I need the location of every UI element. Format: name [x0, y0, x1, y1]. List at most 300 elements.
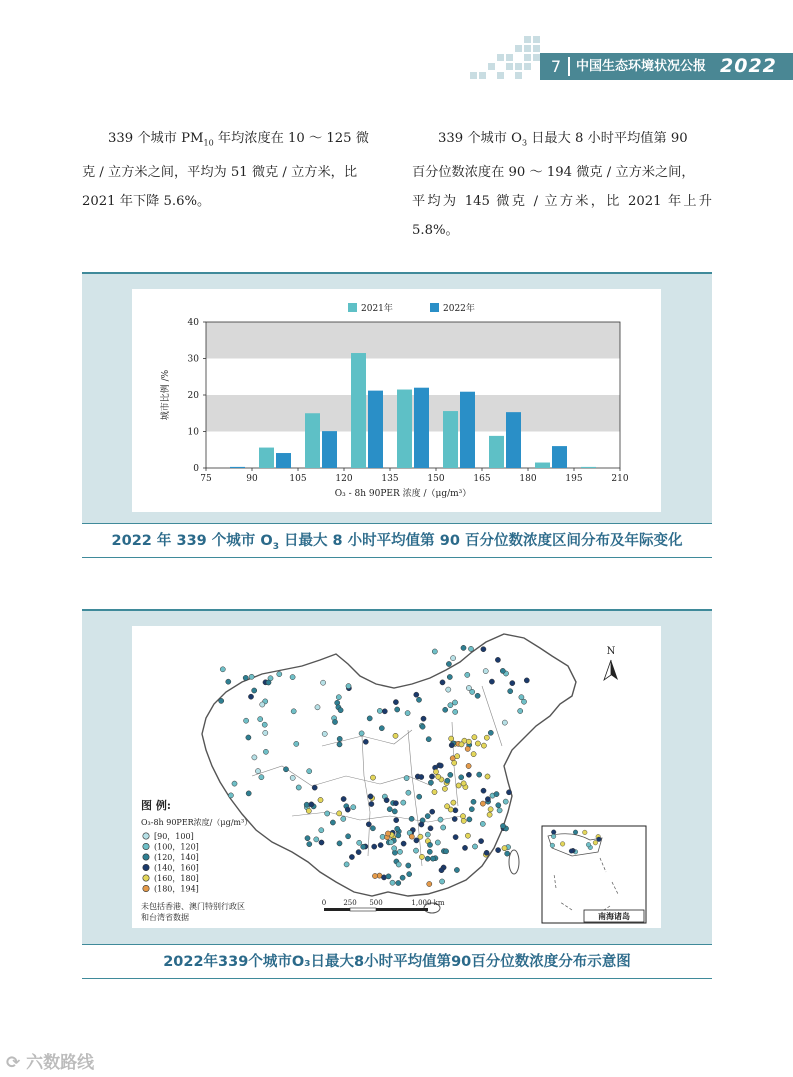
city-dot	[451, 800, 456, 805]
north-arrow-icon	[604, 660, 618, 680]
city-dot	[367, 716, 372, 721]
city-dot	[395, 826, 400, 831]
map-legend-swatch	[143, 854, 149, 860]
bar-2022-135-150	[414, 388, 429, 468]
city-dot	[470, 689, 475, 694]
city-dot	[417, 794, 422, 799]
city-dot	[321, 680, 326, 685]
watermark: ⟳ 六数路线	[6, 1053, 95, 1073]
city-dot	[440, 680, 445, 685]
city-dot	[432, 649, 437, 654]
city-dot	[521, 699, 526, 704]
city-dot	[405, 711, 410, 716]
city-dot	[439, 868, 444, 873]
city-dot	[395, 707, 400, 712]
city-dot	[524, 678, 529, 683]
city-dot	[427, 842, 432, 847]
bar-2021-165-180	[489, 436, 504, 468]
map-legend-label: [90，100]	[154, 832, 194, 841]
legend-swatch-2021年	[348, 303, 357, 312]
city-dot	[452, 700, 457, 705]
city-dot	[429, 774, 434, 779]
publication-title: 中国生态环境状况公报	[576, 59, 707, 74]
map-legend-label: (120，140]	[154, 853, 199, 862]
city-dot	[494, 792, 499, 797]
city-dot	[396, 833, 401, 838]
city-dot	[330, 820, 335, 825]
city-dot	[446, 661, 451, 666]
paragraph-o3-line2: 百分位数浓度在 90 ～ 194 微克 / 立方米之间，	[412, 164, 695, 180]
city-dot	[393, 801, 398, 806]
city-dot	[438, 817, 443, 822]
scale-label-500: 500	[369, 899, 383, 907]
city-dot	[258, 717, 263, 722]
china-o3-map	[132, 626, 661, 928]
grid-band	[206, 322, 620, 359]
city-dot	[480, 821, 485, 826]
city-dot	[406, 863, 411, 868]
city-dot	[407, 872, 412, 877]
bar-2021-105-120	[305, 413, 320, 468]
city-dot	[307, 769, 312, 774]
city-dot	[392, 809, 397, 814]
city-dot	[346, 834, 351, 839]
city-dot	[448, 703, 453, 708]
inset-city-dot	[560, 842, 565, 847]
city-dot	[219, 698, 224, 703]
city-dot	[475, 693, 480, 698]
city-dot	[409, 834, 414, 839]
city-dot	[394, 818, 399, 823]
city-dot	[416, 697, 421, 702]
city-dot	[500, 668, 505, 673]
city-dot	[419, 822, 424, 827]
map-legend-label: (140，160]	[154, 863, 199, 873]
city-dot	[244, 718, 249, 723]
city-dot	[337, 742, 342, 747]
city-dot	[220, 667, 225, 672]
city-dot	[370, 775, 375, 780]
city-dot	[428, 826, 433, 831]
city-dot	[277, 672, 282, 677]
city-dot	[445, 778, 450, 783]
city-dot	[296, 785, 301, 790]
city-dot	[414, 838, 419, 843]
x-tick-label: 195	[565, 474, 583, 484]
city-dot	[246, 735, 251, 740]
city-dot	[262, 722, 267, 727]
city-dot	[396, 862, 401, 867]
legend-swatch-2022年	[430, 303, 439, 312]
city-dot	[291, 709, 296, 714]
city-dot	[495, 657, 500, 662]
scale-label-0: 0	[321, 899, 327, 907]
city-dot	[263, 730, 268, 735]
city-dot	[479, 839, 484, 844]
city-dot	[461, 818, 466, 823]
city-dot	[344, 862, 349, 867]
header-separator	[568, 57, 570, 76]
city-dot	[462, 845, 467, 850]
city-dot	[487, 812, 492, 817]
city-dot	[346, 684, 351, 689]
city-dot	[349, 854, 354, 859]
city-dot	[433, 769, 438, 774]
city-dot	[518, 708, 523, 713]
x-tick-label: 75	[200, 474, 212, 484]
city-dot	[421, 716, 426, 721]
city-dot	[467, 817, 472, 822]
china-outline	[202, 634, 576, 896]
x-tick-label: 105	[289, 474, 307, 484]
city-dot	[481, 647, 486, 652]
figure2-caption-rule	[82, 944, 712, 945]
map-legend-label: (180，194]	[154, 884, 199, 894]
x-tick-label: 135	[381, 474, 399, 484]
city-dot	[426, 737, 431, 742]
legend-label-2021年: 2021年	[361, 304, 393, 314]
city-dot	[453, 808, 458, 813]
city-dot	[488, 730, 493, 735]
paragraph-o3-line1: 339 个城市 $O_3$ 日最大 8 小时平均值第 90	[438, 131, 688, 148]
bar-2021-90-105	[259, 448, 274, 468]
city-dot	[246, 791, 251, 796]
city-dot	[345, 807, 350, 812]
city-dot	[294, 741, 299, 746]
city-dot	[471, 799, 476, 804]
page-number: 7	[550, 57, 562, 76]
map-note-line1: 未包括香港、澳门特别行政区	[141, 902, 245, 911]
paragraph-o3-line3: 平均为 145 微克 / 立方米，比 2021 年上升 5.8%。	[412, 193, 712, 238]
city-dot	[475, 741, 480, 746]
bar-2022-120-135	[368, 391, 383, 468]
city-dot	[259, 775, 264, 780]
paragraph-o3	[412, 124, 712, 245]
city-dot	[445, 804, 450, 809]
chart-legend	[348, 302, 475, 314]
north-label: N	[606, 646, 616, 657]
city-dot	[420, 724, 425, 729]
city-dot	[465, 833, 470, 838]
city-dot	[386, 874, 391, 879]
bar-2021-180-195	[535, 463, 550, 468]
city-dot	[366, 822, 371, 827]
city-dot	[338, 708, 343, 713]
city-dot	[453, 835, 458, 840]
x-tick-label: 210	[611, 474, 629, 484]
city-dot	[428, 780, 433, 785]
bar-2022-165-180	[506, 412, 521, 468]
bar-2022-180-195	[552, 446, 567, 468]
y-tick-label: 20	[187, 391, 199, 401]
city-dot	[312, 785, 317, 790]
city-dot	[430, 809, 435, 814]
city-dot	[397, 849, 402, 854]
city-dot	[435, 840, 440, 845]
city-dot	[332, 719, 337, 724]
city-dot	[315, 705, 320, 710]
city-dot	[369, 801, 374, 806]
city-dot	[389, 840, 394, 845]
city-dot	[393, 733, 398, 738]
city-dot	[255, 769, 260, 774]
city-dot	[436, 774, 441, 779]
y-tick-label: 10	[187, 427, 199, 438]
city-dot	[419, 854, 424, 859]
city-dot	[406, 790, 411, 795]
city-dot	[496, 848, 501, 853]
city-dot	[508, 689, 513, 694]
scale-label-250: 250	[343, 899, 357, 907]
inset-city-dot	[597, 837, 602, 842]
x-tick-label: 120	[335, 474, 353, 484]
city-dot	[489, 679, 494, 684]
city-dot	[430, 856, 435, 861]
city-dot	[454, 867, 459, 872]
city-dot	[510, 681, 515, 686]
bar-2022-90-105	[276, 453, 291, 468]
city-dot	[483, 669, 488, 674]
city-dot	[469, 807, 474, 812]
city-dot	[425, 832, 430, 837]
map-legend-subtitle: O₃-8h 90PER浓度/（μg/m³）	[141, 818, 253, 827]
city-dot	[497, 808, 502, 813]
inset-city-dot	[573, 830, 578, 835]
city-dot	[341, 816, 346, 821]
city-dot	[484, 735, 489, 740]
city-dot	[370, 826, 375, 831]
paragraph-pm10-line3: 2021 年下降 5.6%。	[82, 193, 211, 209]
city-dot	[459, 742, 464, 747]
city-dot	[359, 731, 364, 736]
map-legend	[143, 832, 199, 895]
city-dot	[319, 828, 324, 833]
city-dot	[243, 675, 248, 680]
city-dot	[459, 775, 464, 780]
figure1-bottom-rule	[82, 557, 712, 558]
city-dot	[449, 743, 454, 748]
map-legend-label: (160，180]	[154, 874, 199, 883]
city-dot	[451, 656, 456, 661]
city-dot	[228, 793, 233, 798]
city-dot	[414, 692, 419, 697]
header-mosaic-decoration	[470, 36, 542, 82]
city-dot	[372, 844, 377, 849]
city-dot	[384, 798, 389, 803]
city-dot	[413, 848, 418, 853]
paragraph-pm10-line2: 克 / 立方米之间，平均为 51 微克 / 立方米，比	[82, 164, 358, 180]
city-dot	[425, 814, 430, 819]
city-dot	[447, 674, 452, 679]
city-dot	[387, 807, 392, 812]
city-dot	[485, 797, 490, 802]
city-dot	[452, 816, 457, 821]
city-dot	[503, 799, 508, 804]
city-dot	[472, 735, 477, 740]
city-dot	[502, 720, 507, 725]
city-dot	[481, 743, 486, 748]
taiwan-outline	[509, 850, 519, 874]
city-dot	[427, 849, 432, 854]
city-dot	[419, 774, 424, 779]
x-tick-label: 150	[427, 474, 445, 484]
city-dot	[446, 687, 451, 692]
city-dot	[442, 786, 447, 791]
map-legend-swatch	[143, 885, 149, 891]
city-dot	[477, 772, 482, 777]
figure2-bottom-rule	[82, 978, 712, 979]
city-dot	[290, 775, 295, 780]
city-dot	[466, 763, 471, 768]
city-dot	[385, 831, 390, 836]
x-tick-label: 165	[473, 474, 491, 484]
bar-2022-150-165	[460, 392, 475, 468]
map-legend-title: 图 例:	[141, 799, 171, 812]
city-dot	[485, 774, 490, 779]
city-dot	[306, 808, 311, 813]
city-dot	[453, 709, 458, 714]
city-dot	[341, 796, 346, 801]
city-dot	[480, 801, 485, 806]
paragraph-pm10-line1: 339 个城市 $PM_{10}$ 年均浓度在 10 ～ 125 微	[108, 131, 369, 148]
city-dot	[260, 702, 265, 707]
city-dot	[418, 834, 423, 839]
bar-2021-195-210	[581, 467, 596, 468]
city-dot	[232, 781, 237, 786]
city-dot	[502, 846, 507, 851]
city-dot	[448, 772, 453, 777]
city-dot	[314, 837, 319, 842]
bar-2021-135-150	[397, 390, 412, 468]
city-dot	[336, 695, 341, 700]
city-dot	[322, 731, 327, 736]
city-dot	[505, 851, 510, 856]
city-dot	[465, 746, 470, 751]
city-dot	[318, 797, 323, 802]
city-dot	[372, 873, 377, 878]
inset-city-dot	[583, 830, 588, 835]
city-dot	[500, 823, 505, 828]
inset-city-dot	[551, 834, 556, 839]
inset-city-dot	[550, 843, 555, 848]
publication-year: 2022	[720, 55, 777, 77]
city-dot	[305, 836, 310, 841]
map-legend-swatch	[143, 843, 149, 849]
city-dot	[471, 752, 476, 757]
city-dot	[460, 814, 465, 819]
city-dot	[377, 708, 382, 713]
city-dot	[351, 805, 356, 810]
figure2-caption: 2022年339个城市O₃日最大8小时平均值第90百分位数浓度分布示意图	[163, 954, 631, 970]
city-dot	[368, 794, 373, 799]
city-dot	[404, 776, 409, 781]
figure1-caption: 2022 年 339 个城市 $O_3$ 日最大 8 小时平均值第 90 百分位数浓度区间分布及年际变化	[111, 533, 683, 552]
map-legend-label: (100，120]	[154, 842, 199, 852]
city-dot	[461, 781, 466, 786]
city-dot	[441, 825, 446, 830]
figure1-caption-rule	[82, 523, 712, 524]
x-tick-label: 180	[519, 474, 537, 484]
city-dot	[409, 816, 414, 821]
city-dot	[252, 688, 257, 693]
city-dot	[361, 844, 366, 849]
city-dot	[400, 875, 405, 880]
city-dot	[283, 767, 288, 772]
city-dot	[452, 760, 457, 765]
city-dot	[392, 846, 397, 851]
inset-city-dot	[569, 849, 574, 854]
scale-bar	[324, 908, 428, 911]
city-dot	[444, 849, 449, 854]
city-dot	[249, 674, 254, 679]
map-legend-swatch	[143, 833, 149, 839]
inset-label: 南海诸岛	[598, 911, 630, 921]
bar-2021-150-165	[443, 411, 458, 468]
grid-band	[206, 395, 620, 432]
city-dot	[506, 790, 511, 795]
city-dot	[456, 783, 461, 788]
o3-distribution-bar-chart	[132, 289, 661, 512]
city-dot	[263, 749, 268, 754]
city-dot	[337, 841, 342, 846]
city-dot	[309, 802, 314, 807]
inset-city-dot	[593, 840, 598, 845]
city-dot	[438, 763, 443, 768]
city-dot	[378, 843, 383, 848]
city-dot	[484, 850, 489, 855]
city-dot	[363, 739, 368, 744]
city-dot	[325, 811, 330, 816]
city-dot	[401, 841, 406, 846]
city-dot	[307, 842, 312, 847]
y-tick-label: 40	[187, 318, 199, 328]
city-dot	[226, 679, 231, 684]
paragraph-pm10	[82, 124, 384, 216]
city-dot	[379, 726, 384, 731]
city-dot	[440, 879, 445, 884]
city-dot	[248, 694, 253, 699]
inset-city-dot	[586, 842, 591, 847]
city-dot	[393, 700, 398, 705]
city-dot	[319, 840, 324, 845]
city-dot	[252, 755, 257, 760]
scale-label-1000: 1,000 km	[411, 899, 445, 907]
city-dot	[465, 672, 470, 677]
y-tick-label: 0	[193, 464, 199, 474]
city-dot	[449, 736, 454, 741]
city-dot	[425, 856, 430, 861]
bar-2022-105-120	[322, 431, 337, 468]
city-dot	[432, 789, 437, 794]
map-legend-swatch	[143, 864, 149, 870]
map-legend-swatch	[143, 875, 149, 881]
city-dot	[427, 881, 432, 886]
city-dot	[396, 880, 401, 885]
city-dot	[401, 800, 406, 805]
city-dot	[266, 680, 271, 685]
city-dot	[337, 811, 342, 816]
city-dot	[496, 803, 501, 808]
inset-city-dot	[551, 830, 556, 835]
x-axis-label: O₃ - 8h 90PER 浓度 /（μg/m³）	[334, 489, 472, 499]
city-dot	[481, 788, 486, 793]
city-dot	[466, 739, 471, 744]
city-dot	[357, 840, 362, 845]
city-dot	[390, 880, 395, 885]
city-dot	[290, 675, 295, 680]
city-dot	[468, 646, 473, 651]
y-tick-label: 30	[187, 354, 199, 365]
